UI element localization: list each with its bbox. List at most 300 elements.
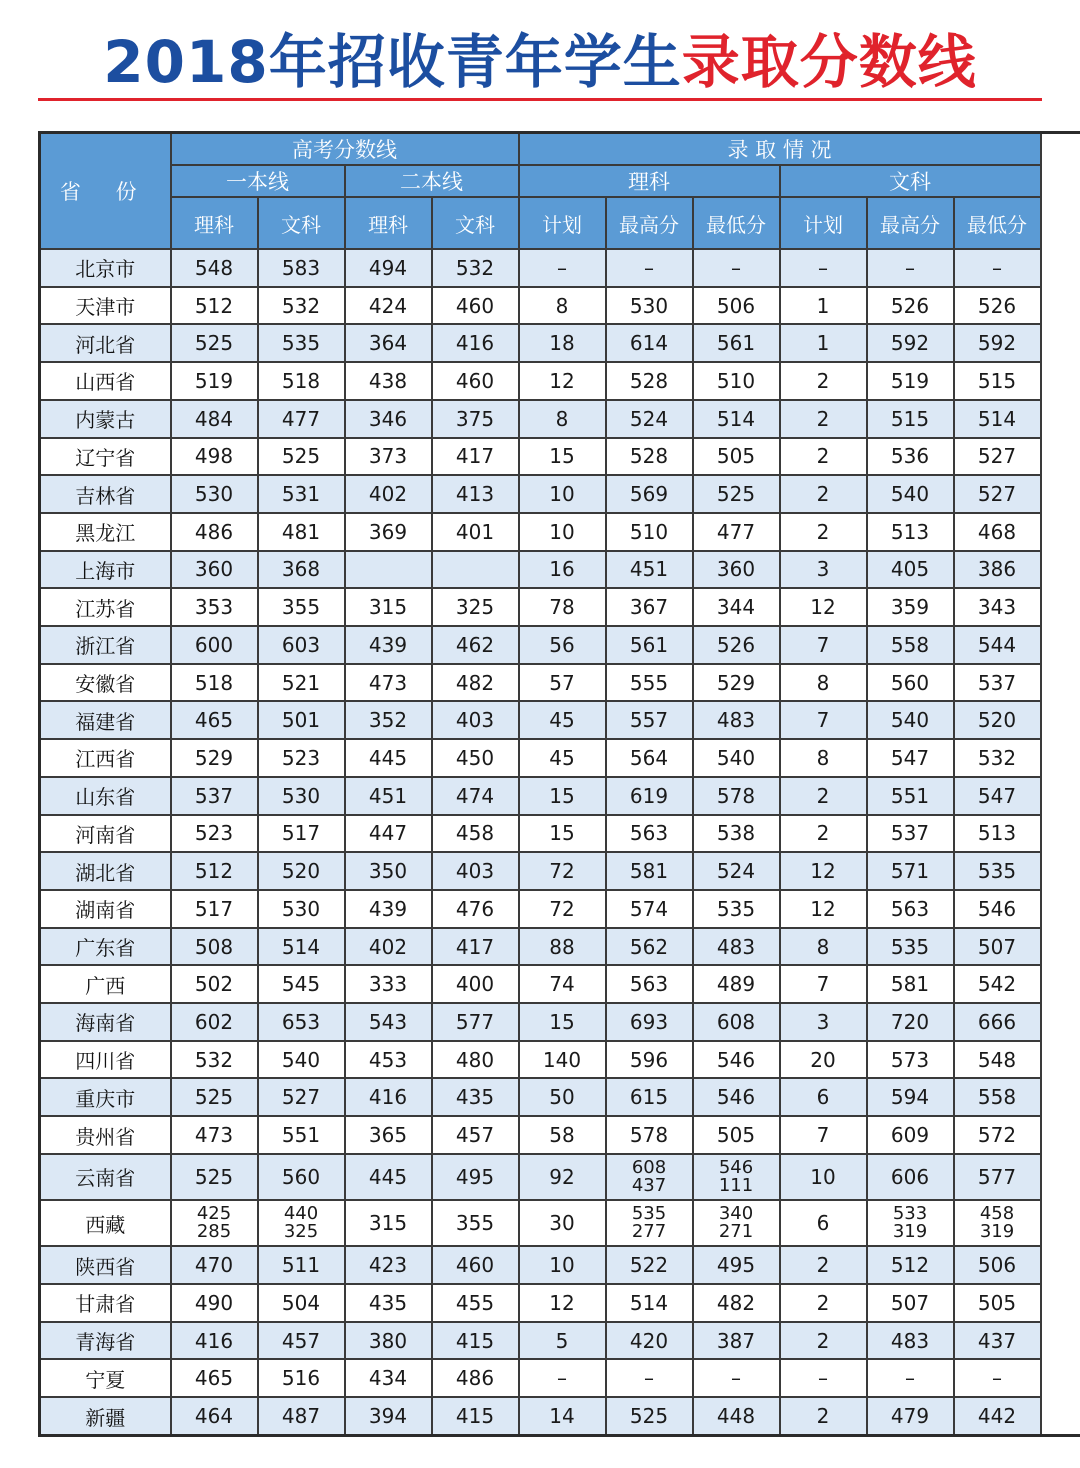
liberal-min-cell: –: [954, 1359, 1041, 1397]
liberal-max-cell: 537: [867, 815, 954, 853]
liberal-min-cell: 577: [954, 1154, 1041, 1200]
table-row: [40, 1116, 1080, 1154]
science-plan-cell: 12: [519, 1284, 606, 1322]
tier1-liberal-cell: 504: [258, 1284, 345, 1322]
province-cell: 黑龙江: [40, 513, 171, 551]
tier2-liberal-cell: 416: [432, 324, 519, 362]
province-cell: 山西省: [40, 362, 171, 400]
tier1-liberal-cell: 531: [258, 475, 345, 513]
science-plan-cell: 5: [519, 1322, 606, 1360]
tier1-liberal-cell: 457: [258, 1322, 345, 1360]
science-min-cell: 524: [693, 852, 780, 890]
science-min-cell: 538: [693, 815, 780, 853]
table-row: [40, 475, 1080, 513]
science-max-cell: –: [606, 1359, 693, 1397]
tier1-liberal-cell: 560: [258, 1154, 345, 1200]
table-row: [40, 551, 1080, 589]
liberal-min-cell: 532: [954, 739, 1041, 777]
page-title: [0, 22, 1080, 102]
liberal-plan-cell: 20: [780, 1041, 867, 1079]
science-plan-cell: 10: [519, 1246, 606, 1284]
province-cell: 吉林省: [40, 475, 171, 513]
liberal-min-cell: 542: [954, 965, 1041, 1003]
liberal-min-cell: [954, 1200, 1041, 1246]
province-cell: 四川省: [40, 1041, 171, 1079]
liberal-max-cell-top: 533: [892, 1203, 928, 1225]
liberal-max-cell: 540: [867, 475, 954, 513]
tier1-liberal-cell: 653: [258, 1003, 345, 1041]
science-min-cell: –: [693, 249, 780, 287]
liberal-plan-cell: 12: [780, 588, 867, 626]
science-plan-cell: 8: [519, 287, 606, 325]
science-max-cell: 619: [606, 777, 693, 815]
tier1-liberal-cell: 523: [258, 739, 345, 777]
header-science: 理科: [519, 165, 780, 197]
header-t1-liberal: 文科: [258, 197, 345, 249]
liberal-plan-cell: 12: [780, 852, 867, 890]
tier2-liberal-cell: 532: [432, 249, 519, 287]
science-plan-cell: 15: [519, 1003, 606, 1041]
tier1-science-cell: 548: [171, 249, 258, 287]
liberal-max-cell: 513: [867, 513, 954, 551]
header-t1-science: 理科: [171, 197, 258, 249]
liberal-max-cell: 479: [867, 1397, 954, 1435]
science-max-cell: 563: [606, 965, 693, 1003]
tier1-science-cell: 490: [171, 1284, 258, 1322]
province-cell: 贵州省: [40, 1116, 171, 1154]
liberal-plan-cell: 2: [780, 815, 867, 853]
tier2-science-cell: 494: [345, 249, 432, 287]
province-cell: 河南省: [40, 815, 171, 853]
tier2-liberal-cell: 482: [432, 664, 519, 702]
science-plan-cell: 140: [519, 1041, 606, 1079]
table-row: [40, 400, 1080, 438]
tier2-liberal-cell: 417: [432, 928, 519, 966]
tier1-liberal-cell: 514: [258, 928, 345, 966]
tier1-liberal-cell: 481: [258, 513, 345, 551]
tier1-science-cell: 470: [171, 1246, 258, 1284]
table-row: [40, 438, 1080, 476]
table-row: [40, 249, 1080, 287]
tier2-liberal-cell: 462: [432, 626, 519, 664]
science-max-cell: 524: [606, 400, 693, 438]
tier2-science-cell: 402: [345, 928, 432, 966]
tier1-liberal-cell: [258, 1200, 345, 1246]
tier1-science-cell: 600: [171, 626, 258, 664]
science-plan-cell: –: [519, 249, 606, 287]
science-min-cell: [693, 1154, 780, 1200]
science-min-cell: 540: [693, 739, 780, 777]
liberal-plan-cell: 2: [780, 777, 867, 815]
header-tier2: 二本线: [345, 165, 519, 197]
science-max-cell: 557: [606, 701, 693, 739]
science-min-cell: 514: [693, 400, 780, 438]
tier2-science-cell: 394: [345, 1397, 432, 1435]
tier1-science-cell-top: 425: [196, 1203, 232, 1225]
science-min-cell-top: 340: [718, 1203, 754, 1225]
province-cell: 陕西省: [40, 1246, 171, 1284]
tier1-liberal-cell: 520: [258, 852, 345, 890]
tier2-liberal-cell: 474: [432, 777, 519, 815]
tier2-science-cell: 402: [345, 475, 432, 513]
tier1-science-cell: 464: [171, 1397, 258, 1435]
header-liberal-min: 最低分: [954, 197, 1041, 249]
tier2-science-cell: 445: [345, 1154, 432, 1200]
tier2-liberal-cell: 417: [432, 438, 519, 476]
science-plan-cell: 14: [519, 1397, 606, 1435]
tier2-liberal-cell: 480: [432, 1041, 519, 1079]
tier1-science-cell: 465: [171, 701, 258, 739]
liberal-plan-cell: 8: [780, 664, 867, 702]
table-row: [40, 626, 1080, 664]
science-max-cell: 367: [606, 588, 693, 626]
science-max-cell: 555: [606, 664, 693, 702]
liberal-max-cell: 563: [867, 890, 954, 928]
science-min-cell: 525: [693, 475, 780, 513]
science-plan-cell: –: [519, 1359, 606, 1397]
liberal-min-cell: 442: [954, 1397, 1041, 1435]
table-row: [40, 777, 1080, 815]
science-max-cell: –: [606, 249, 693, 287]
province-cell: 辽宁省: [40, 438, 171, 476]
liberal-min-cell: 514: [954, 400, 1041, 438]
province-cell: 天津市: [40, 287, 171, 325]
tier1-science-cell: [171, 1200, 258, 1246]
table-row: [40, 965, 1080, 1003]
science-max-cell: 510: [606, 513, 693, 551]
title-red: 录取分数线: [681, 28, 977, 96]
liberal-max-cell: 571: [867, 852, 954, 890]
liberal-max-cell: 594: [867, 1078, 954, 1116]
tier2-liberal-cell: 325: [432, 588, 519, 626]
liberal-plan-cell: 3: [780, 1003, 867, 1041]
tier2-liberal-cell: 435: [432, 1078, 519, 1116]
tier1-science-cell: 416: [171, 1322, 258, 1360]
table-row: [40, 1154, 1080, 1200]
liberal-min-cell: 507: [954, 928, 1041, 966]
province-cell: 湖北省: [40, 852, 171, 890]
tier1-liberal-cell: 477: [258, 400, 345, 438]
science-min-cell: 387: [693, 1322, 780, 1360]
liberal-max-cell: 536: [867, 438, 954, 476]
science-max-cell: 514: [606, 1284, 693, 1322]
science-min-cell: 489: [693, 965, 780, 1003]
tier1-liberal-cell: 603: [258, 626, 345, 664]
tier2-liberal-cell: 476: [432, 890, 519, 928]
table-header: [40, 133, 1080, 250]
table-row: [40, 1397, 1080, 1435]
tier1-liberal-cell: 530: [258, 777, 345, 815]
province-cell: 河北省: [40, 324, 171, 362]
liberal-max-cell: 551: [867, 777, 954, 815]
header-t2-liberal: 文科: [432, 197, 519, 249]
liberal-max-cell: 606: [867, 1154, 954, 1200]
tier1-science-cell: 525: [171, 324, 258, 362]
liberal-min-cell: 527: [954, 475, 1041, 513]
tier2-science-cell: 380: [345, 1322, 432, 1360]
liberal-min-cell: 537: [954, 664, 1041, 702]
liberal-plan-cell: 10: [780, 1154, 867, 1200]
science-min-cell: 482: [693, 1284, 780, 1322]
science-min-cell: [693, 1200, 780, 1246]
tier1-liberal-cell: 583: [258, 249, 345, 287]
tier1-liberal-cell-top: 440: [283, 1203, 319, 1225]
tier1-liberal-cell: 511: [258, 1246, 345, 1284]
tier1-science-cell-bottom: 285: [196, 1221, 232, 1243]
tier1-science-cell: 530: [171, 475, 258, 513]
science-max-cell: 581: [606, 852, 693, 890]
liberal-min-cell: 548: [954, 1041, 1041, 1079]
tier2-liberal-cell: 400: [432, 965, 519, 1003]
liberal-max-cell-bottom: 319: [892, 1221, 928, 1243]
header-science-max: 最高分: [606, 197, 693, 249]
tier2-science-cell: 373: [345, 438, 432, 476]
liberal-min-cell: 526: [954, 287, 1041, 325]
liberal-min-cell: 515: [954, 362, 1041, 400]
tier1-science-cell: 532: [171, 1041, 258, 1079]
liberal-plan-cell: –: [780, 1359, 867, 1397]
liberal-plan-cell: 2: [780, 400, 867, 438]
province-cell: 山东省: [40, 777, 171, 815]
liberal-min-cell: 592: [954, 324, 1041, 362]
tier2-science-cell: 350: [345, 852, 432, 890]
tier1-science-cell: 602: [171, 1003, 258, 1041]
tier2-liberal-cell: 486: [432, 1359, 519, 1397]
liberal-plan-cell: 2: [780, 1397, 867, 1435]
science-max-cell: 528: [606, 438, 693, 476]
liberal-plan-cell: 6: [780, 1200, 867, 1246]
science-plan-cell: 78: [519, 588, 606, 626]
science-max-cell-bottom: 437: [631, 1174, 667, 1196]
table-row: [40, 362, 1080, 400]
liberal-max-cell: 512: [867, 1246, 954, 1284]
tier2-science-cell: 453: [345, 1041, 432, 1079]
tier1-liberal-cell: 535: [258, 324, 345, 362]
table-row: [40, 513, 1080, 551]
province-cell: 广西: [40, 965, 171, 1003]
science-min-cell: 561: [693, 324, 780, 362]
science-min-cell: 608: [693, 1003, 780, 1041]
science-plan-cell: 58: [519, 1116, 606, 1154]
science-plan-cell: 12: [519, 362, 606, 400]
liberal-max-cell: 558: [867, 626, 954, 664]
tier1-science-cell: 512: [171, 852, 258, 890]
table-row: [40, 1322, 1080, 1360]
tier2-science-cell: 434: [345, 1359, 432, 1397]
header-admission: 录 取 情 况: [519, 133, 1041, 166]
science-min-cell: 546: [693, 1041, 780, 1079]
tier1-science-cell: 529: [171, 739, 258, 777]
header-liberal: 文科: [780, 165, 1041, 197]
science-plan-cell: 10: [519, 475, 606, 513]
science-max-cell: 574: [606, 890, 693, 928]
liberal-min-cell: 343: [954, 588, 1041, 626]
liberal-plan-cell: 1: [780, 287, 867, 325]
tier2-liberal-cell: 401: [432, 513, 519, 551]
tier2-science-cell: 369: [345, 513, 432, 551]
science-plan-cell: 92: [519, 1154, 606, 1200]
science-plan-cell: 56: [519, 626, 606, 664]
province-cell: 湖南省: [40, 890, 171, 928]
tier2-liberal-cell: 413: [432, 475, 519, 513]
liberal-plan-cell: 2: [780, 362, 867, 400]
liberal-min-cell: 547: [954, 777, 1041, 815]
tier1-science-cell: 525: [171, 1078, 258, 1116]
province-cell: 浙江省: [40, 626, 171, 664]
tier1-liberal-cell: 545: [258, 965, 345, 1003]
tier1-science-cell: 360: [171, 551, 258, 589]
science-max-cell: 522: [606, 1246, 693, 1284]
liberal-max-cell: –: [867, 249, 954, 287]
table-row: [40, 588, 1080, 626]
science-plan-cell: 45: [519, 739, 606, 777]
tier2-liberal-cell: [432, 551, 519, 589]
science-plan-cell: 16: [519, 551, 606, 589]
science-max-cell-top: 608: [631, 1156, 667, 1178]
liberal-min-cell: 505: [954, 1284, 1041, 1322]
province-cell: 甘肃省: [40, 1284, 171, 1322]
province-cell: 新疆: [40, 1397, 171, 1435]
tier1-liberal-cell: 525: [258, 438, 345, 476]
tier2-liberal-cell: 495: [432, 1154, 519, 1200]
liberal-min-cell: 386: [954, 551, 1041, 589]
liberal-min-cell: –: [954, 249, 1041, 287]
tier1-science-cell: 473: [171, 1116, 258, 1154]
tier1-liberal-cell: 517: [258, 815, 345, 853]
tier1-liberal-cell: 355: [258, 588, 345, 626]
score-table: [38, 131, 1080, 1437]
tier2-science-cell: 333: [345, 965, 432, 1003]
tier1-science-cell: 353: [171, 588, 258, 626]
science-max-cell: 569: [606, 475, 693, 513]
science-max-cell: 564: [606, 739, 693, 777]
science-max-cell: 563: [606, 815, 693, 853]
tier1-science-cell: 486: [171, 513, 258, 551]
tier2-liberal-cell: 403: [432, 852, 519, 890]
science-max-cell: [606, 1200, 693, 1246]
tier2-liberal-cell: 458: [432, 815, 519, 853]
liberal-min-cell: 666: [954, 1003, 1041, 1041]
science-max-cell-top: 535: [631, 1203, 667, 1225]
tier2-liberal-cell: 355: [432, 1200, 519, 1246]
science-max-cell: 561: [606, 626, 693, 664]
liberal-plan-cell: 2: [780, 475, 867, 513]
table-row: [40, 1041, 1080, 1079]
tier2-science-cell: 447: [345, 815, 432, 853]
science-max-cell: 451: [606, 551, 693, 589]
tier1-liberal-cell: 487: [258, 1397, 345, 1435]
tier1-science-cell: 465: [171, 1359, 258, 1397]
liberal-min-cell: 520: [954, 701, 1041, 739]
tier1-liberal-cell: 518: [258, 362, 345, 400]
province-cell: 宁夏: [40, 1359, 171, 1397]
tier2-science-cell: 473: [345, 664, 432, 702]
tier2-liberal-cell: 460: [432, 1246, 519, 1284]
tier2-science-cell: 352: [345, 701, 432, 739]
tier1-science-cell: 518: [171, 664, 258, 702]
tier1-liberal-cell: 551: [258, 1116, 345, 1154]
liberal-max-cell: 720: [867, 1003, 954, 1041]
science-min-cell: –: [693, 1359, 780, 1397]
header-tier1: 一本线: [171, 165, 345, 197]
tier1-science-cell: 525: [171, 1154, 258, 1200]
science-max-cell: 562: [606, 928, 693, 966]
tier2-liberal-cell: 375: [432, 400, 519, 438]
science-plan-cell: 30: [519, 1200, 606, 1246]
tier2-liberal-cell: 415: [432, 1397, 519, 1435]
table-row: [40, 664, 1080, 702]
liberal-plan-cell: 8: [780, 928, 867, 966]
table-row: [40, 852, 1080, 890]
liberal-max-cell: [867, 1200, 954, 1246]
tier1-science-cell: 537: [171, 777, 258, 815]
liberal-max-cell: 547: [867, 739, 954, 777]
tier2-science-cell: 445: [345, 739, 432, 777]
science-plan-cell: 18: [519, 324, 606, 362]
table-row: [40, 324, 1080, 362]
liberal-max-cell: 592: [867, 324, 954, 362]
tier1-liberal-cell: 368: [258, 551, 345, 589]
science-plan-cell: 15: [519, 438, 606, 476]
tier1-liberal-cell: 527: [258, 1078, 345, 1116]
liberal-plan-cell: 7: [780, 701, 867, 739]
tier1-liberal-cell: 530: [258, 890, 345, 928]
science-min-cell: 526: [693, 626, 780, 664]
table-row: [40, 1246, 1080, 1284]
liberal-max-cell: 535: [867, 928, 954, 966]
liberal-min-cell-top: 458: [979, 1203, 1015, 1225]
liberal-min-cell: 527: [954, 438, 1041, 476]
title-underline: [38, 98, 1042, 101]
table-row: [40, 928, 1080, 966]
table-row: [40, 701, 1080, 739]
liberal-plan-cell: 7: [780, 965, 867, 1003]
science-plan-cell: 45: [519, 701, 606, 739]
science-max-cell: 420: [606, 1322, 693, 1360]
tier1-liberal-cell: 521: [258, 664, 345, 702]
tier1-science-cell: 508: [171, 928, 258, 966]
tier2-science-cell: 451: [345, 777, 432, 815]
science-plan-cell: 57: [519, 664, 606, 702]
liberal-plan-cell: 1: [780, 324, 867, 362]
liberal-min-cell: 546: [954, 890, 1041, 928]
science-min-cell-bottom: 271: [718, 1221, 754, 1243]
science-min-cell: 448: [693, 1397, 780, 1435]
liberal-min-cell: 572: [954, 1116, 1041, 1154]
science-min-cell: 578: [693, 777, 780, 815]
liberal-min-cell: 437: [954, 1322, 1041, 1360]
province-cell: 上海市: [40, 551, 171, 589]
science-min-cell: 483: [693, 701, 780, 739]
liberal-plan-cell: 2: [780, 513, 867, 551]
science-min-cell: 546: [693, 1078, 780, 1116]
table-row: [40, 1078, 1080, 1116]
science-plan-cell: 88: [519, 928, 606, 966]
header-province: 省 份: [40, 133, 171, 250]
liberal-min-cell-bottom: 319: [979, 1221, 1015, 1243]
science-max-cell: 615: [606, 1078, 693, 1116]
liberal-min-cell: 544: [954, 626, 1041, 664]
liberal-min-cell: 535: [954, 852, 1041, 890]
liberal-max-cell: 359: [867, 588, 954, 626]
liberal-plan-cell: 7: [780, 1116, 867, 1154]
science-min-cell: 529: [693, 664, 780, 702]
liberal-max-cell: –: [867, 1359, 954, 1397]
liberal-min-cell: 468: [954, 513, 1041, 551]
tier2-liberal-cell: 457: [432, 1116, 519, 1154]
tier2-liberal-cell: 577: [432, 1003, 519, 1041]
tier2-science-cell: 423: [345, 1246, 432, 1284]
